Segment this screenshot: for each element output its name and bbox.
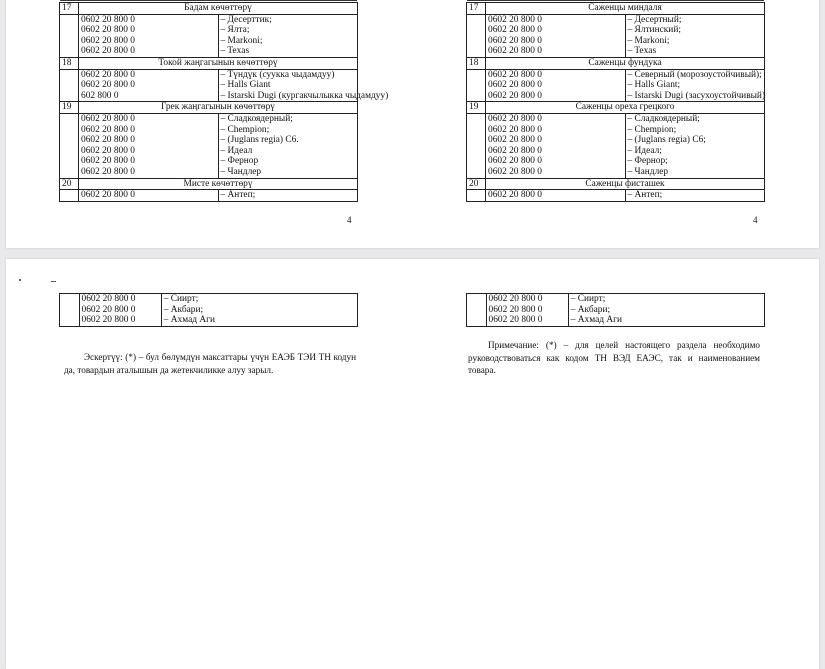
group-header-row — [467, 102, 765, 114]
hs-code-cell: 0602 20 800 0 — [486, 69, 626, 80]
table-row — [60, 146, 358, 157]
table-row — [467, 135, 765, 146]
group-header-row — [60, 57, 358, 69]
variety-name-cell: – Halls Giant; — [625, 80, 765, 91]
variety-name-cell: – Сладкоядерный; — [218, 113, 358, 124]
table-row — [60, 46, 358, 57]
group-number: 17 — [467, 3, 486, 15]
number-cell-empty — [467, 156, 486, 167]
variety-name-cell: – Акбари; — [568, 305, 764, 316]
group-number: 18 — [60, 57, 79, 69]
hs-code-cell: 0602 20 800 0 — [486, 315, 568, 326]
number-cell-empty — [467, 294, 487, 305]
hs-code-cell: 0602 20 800 0 — [79, 125, 219, 136]
table-row — [467, 14, 765, 25]
group-title: Грек жаңгагынын көчөттөрү — [79, 102, 358, 114]
hs-code-cell: 0602 20 800 0 — [79, 156, 219, 167]
number-cell-empty — [60, 294, 80, 305]
group-title: Саженцы фисташек — [486, 178, 765, 190]
cut-off-table-edge-right — [467, 0, 764, 1]
variety-name-cell: – Сиирт; — [161, 294, 357, 305]
table-row — [60, 36, 358, 47]
page-number-left: 4 — [347, 215, 352, 225]
hs-code-cell: 0602 20 800 0 — [486, 91, 626, 102]
variety-name-cell: – Сладкоядерный; — [625, 113, 765, 124]
table-row — [60, 156, 358, 167]
number-cell-empty — [60, 113, 79, 124]
number-cell-empty — [467, 315, 487, 326]
hs-code-cell: 0602 20 800 0 — [486, 14, 626, 25]
group-header-row — [467, 57, 765, 69]
group-title: Бадам көчөттөрү — [79, 3, 358, 15]
hs-code-cell: 0602 20 800 0 — [79, 294, 161, 305]
number-cell-empty — [467, 305, 487, 316]
variety-name-cell: – Istarski Dugi (кургакчылыкка чыдамдуу) — [218, 91, 358, 102]
number-cell-empty — [467, 125, 486, 136]
hs-code-cell: 0602 20 800 0 — [486, 167, 626, 178]
number-cell-empty — [60, 156, 79, 167]
table-row — [467, 113, 765, 124]
group-title: Саженцы ореха грецкого — [486, 102, 765, 114]
table-row — [60, 294, 358, 305]
table-row — [60, 315, 358, 326]
number-cell-empty — [60, 146, 79, 157]
number-cell-empty — [467, 146, 486, 157]
number-cell-empty — [60, 190, 79, 202]
number-cell-empty — [60, 135, 79, 146]
hs-code-cell: 0602 20 800 0 — [79, 146, 219, 157]
hs-code-cell: 0602 20 800 0 — [79, 69, 219, 80]
note-kyrgyz: Эскертүү: (*) – бул бөлүмдүн максаттары үчүн ЕАЭБ ТЭИ ТН кодун да, товардын аталышын да жетекчиликке алуу зарыл. — [64, 352, 356, 375]
variety-name-cell: – (Juglans regia) C6; — [625, 135, 765, 146]
group-header-row — [467, 3, 765, 15]
table-row — [467, 80, 765, 91]
variety-name-cell: – Фернор; — [625, 156, 765, 167]
variety-name-cell: – Markoni; — [218, 36, 358, 47]
seedlings-table-kyrgyz-continued — [59, 293, 358, 327]
number-cell-empty — [60, 125, 79, 136]
table-row — [467, 36, 765, 47]
number-cell-empty — [60, 80, 79, 91]
group-header-row — [60, 178, 358, 190]
table-row — [60, 167, 358, 178]
hs-code-cell: 0602 20 800 0 — [79, 305, 161, 316]
number-cell-empty — [467, 190, 486, 202]
variety-name-cell: – Идеал; — [625, 146, 765, 157]
hs-code-cell: 0602 20 800 0 — [486, 25, 626, 36]
variety-name-cell: – Чандлер — [218, 167, 358, 178]
hs-code-cell: 0602 20 800 0 — [79, 190, 219, 202]
table-row — [467, 156, 765, 167]
group-title: Токой жаңгагынын көчөттөрү — [79, 57, 358, 69]
variety-name-cell: – Texas — [625, 46, 765, 57]
variety-name-cell: – Ялта; — [218, 25, 358, 36]
page-bottom — [6, 259, 819, 669]
table-row — [467, 46, 765, 57]
hs-code-cell: 0602 20 800 0 — [486, 46, 626, 57]
hs-code-cell: 0602 20 800 0 — [79, 80, 219, 91]
variety-name-cell: – Ахмад Аги — [568, 315, 764, 326]
variety-name-cell: – Антеп; — [218, 190, 358, 202]
table-row — [467, 190, 765, 202]
table-row — [60, 190, 358, 202]
hs-code-cell: 0602 20 800 0 — [486, 190, 626, 202]
group-header-row — [60, 3, 358, 15]
variety-name-cell: – Түндүк (суукка чыдамдуу) — [218, 69, 358, 80]
number-cell-empty — [60, 69, 79, 80]
variety-name-cell: – Антеп; — [625, 190, 765, 202]
hs-code-cell: 0602 20 800 0 — [79, 14, 219, 25]
cut-off-table-edge-left — [60, 0, 357, 1]
scan-speck — [19, 279, 21, 281]
group-title: Саженцы фундука — [486, 57, 765, 69]
number-cell-empty — [467, 167, 486, 178]
page-number-right: 4 — [753, 215, 758, 225]
variety-name-cell: – Десерттик; — [218, 14, 358, 25]
variety-name-cell: – Идеал — [218, 146, 358, 157]
hs-code-cell: 0602 20 800 0 — [79, 315, 161, 326]
variety-name-cell: – Istarski Dugi (засухоустойчивый) — [625, 91, 765, 102]
hs-code-cell: 0602 20 800 0 — [79, 36, 219, 47]
variety-name-cell: – Ялтинский; — [625, 25, 765, 36]
hs-code-cell: 602 800 0 — [79, 91, 219, 102]
number-cell-empty — [60, 46, 79, 57]
number-cell-empty — [467, 80, 486, 91]
number-cell-empty — [60, 91, 79, 102]
variety-name-cell: – Chempion; — [625, 125, 765, 136]
table-row — [467, 167, 765, 178]
seedlings-table-russian — [466, 2, 765, 202]
variety-name-cell: – Сиирт; — [568, 294, 764, 305]
note-russian: Примечание: (*) – для целей настоящего раздела необходимо руководствоваться как кодом ТН ВЭД ЕАЭС, так и наименованием товара. — [468, 340, 760, 375]
number-cell-empty — [467, 113, 486, 124]
group-title: Саженцы миндаля — [486, 3, 765, 15]
seedlings-table-kyrgyz — [59, 2, 389, 202]
number-cell-empty — [467, 91, 486, 102]
variety-name-cell: – Texas — [218, 46, 358, 57]
number-cell-empty — [60, 315, 80, 326]
number-cell-empty — [60, 305, 80, 316]
number-cell-empty — [467, 69, 486, 80]
hs-code-cell: 0602 20 800 0 — [486, 305, 568, 316]
hs-code-cell: 0602 20 800 0 — [486, 125, 626, 136]
hs-code-cell: 0602 20 800 0 — [486, 156, 626, 167]
variety-name-cell: – Chempion; — [218, 125, 358, 136]
variety-name-cell: – Акбари; — [161, 305, 357, 316]
page-top — [6, 0, 819, 248]
group-number: 20 — [467, 178, 486, 190]
number-cell-empty — [60, 14, 79, 25]
variety-name-cell: – Северный (морозоустойчивый); — [625, 69, 765, 80]
group-number: 17 — [60, 3, 79, 15]
group-number: 19 — [60, 102, 79, 114]
table-row — [467, 125, 765, 136]
variety-name-cell: – Десертный; — [625, 14, 765, 25]
group-header-row — [467, 178, 765, 190]
hs-code-cell: 0602 20 800 0 — [486, 146, 626, 157]
seedlings-table-russian-continued — [466, 293, 765, 327]
hs-code-cell: 0602 20 800 0 — [486, 80, 626, 91]
group-number: 19 — [467, 102, 486, 114]
hs-code-cell: 0602 20 800 0 — [79, 113, 219, 124]
table-row — [467, 69, 765, 80]
table-row — [60, 91, 358, 102]
hs-code-cell: 0602 20 800 0 — [486, 294, 568, 305]
variety-name-cell: – Ахмад Аги — [161, 315, 357, 326]
number-cell-empty — [467, 36, 486, 47]
table-row — [60, 135, 358, 146]
hs-code-cell: 0602 20 800 0 — [79, 46, 219, 57]
table-row — [60, 14, 358, 25]
table-row — [467, 146, 765, 157]
table-row — [467, 315, 765, 326]
scan-speck — [51, 281, 56, 282]
number-cell-empty — [467, 14, 486, 25]
table-row — [60, 305, 358, 316]
group-header-row — [60, 102, 358, 114]
table-row — [467, 91, 765, 102]
hs-code-cell: 0602 20 800 0 — [79, 167, 219, 178]
variety-name-cell: – Markoni; — [625, 36, 765, 47]
hs-code-cell: 0602 20 800 0 — [486, 113, 626, 124]
group-number: 18 — [467, 57, 486, 69]
table-row — [467, 294, 765, 305]
number-cell-empty — [467, 46, 486, 57]
group-title: Мисте көчөттөрү — [79, 178, 358, 190]
variety-name-cell: – (Juglans regia) C6. — [218, 135, 358, 146]
number-cell-empty — [60, 25, 79, 36]
number-cell-empty — [60, 167, 79, 178]
variety-name-cell: – Halls Giant — [218, 80, 358, 91]
variety-name-cell: – Чандлер — [625, 167, 765, 178]
number-cell-empty — [467, 25, 486, 36]
hs-code-cell: 0602 20 800 0 — [486, 135, 626, 146]
variety-name-cell: – Фернор — [218, 156, 358, 167]
number-cell-empty — [60, 36, 79, 47]
table-row — [467, 25, 765, 36]
table-row — [60, 69, 358, 80]
hs-code-cell: 0602 20 800 0 — [79, 135, 219, 146]
group-number: 20 — [60, 178, 79, 190]
table-row — [60, 113, 358, 124]
table-row — [467, 305, 765, 316]
table-row — [60, 125, 358, 136]
number-cell-empty — [467, 135, 486, 146]
table-row — [60, 80, 358, 91]
table-row — [60, 25, 358, 36]
hs-code-cell: 0602 20 800 0 — [486, 36, 626, 47]
hs-code-cell: 0602 20 800 0 — [79, 25, 219, 36]
